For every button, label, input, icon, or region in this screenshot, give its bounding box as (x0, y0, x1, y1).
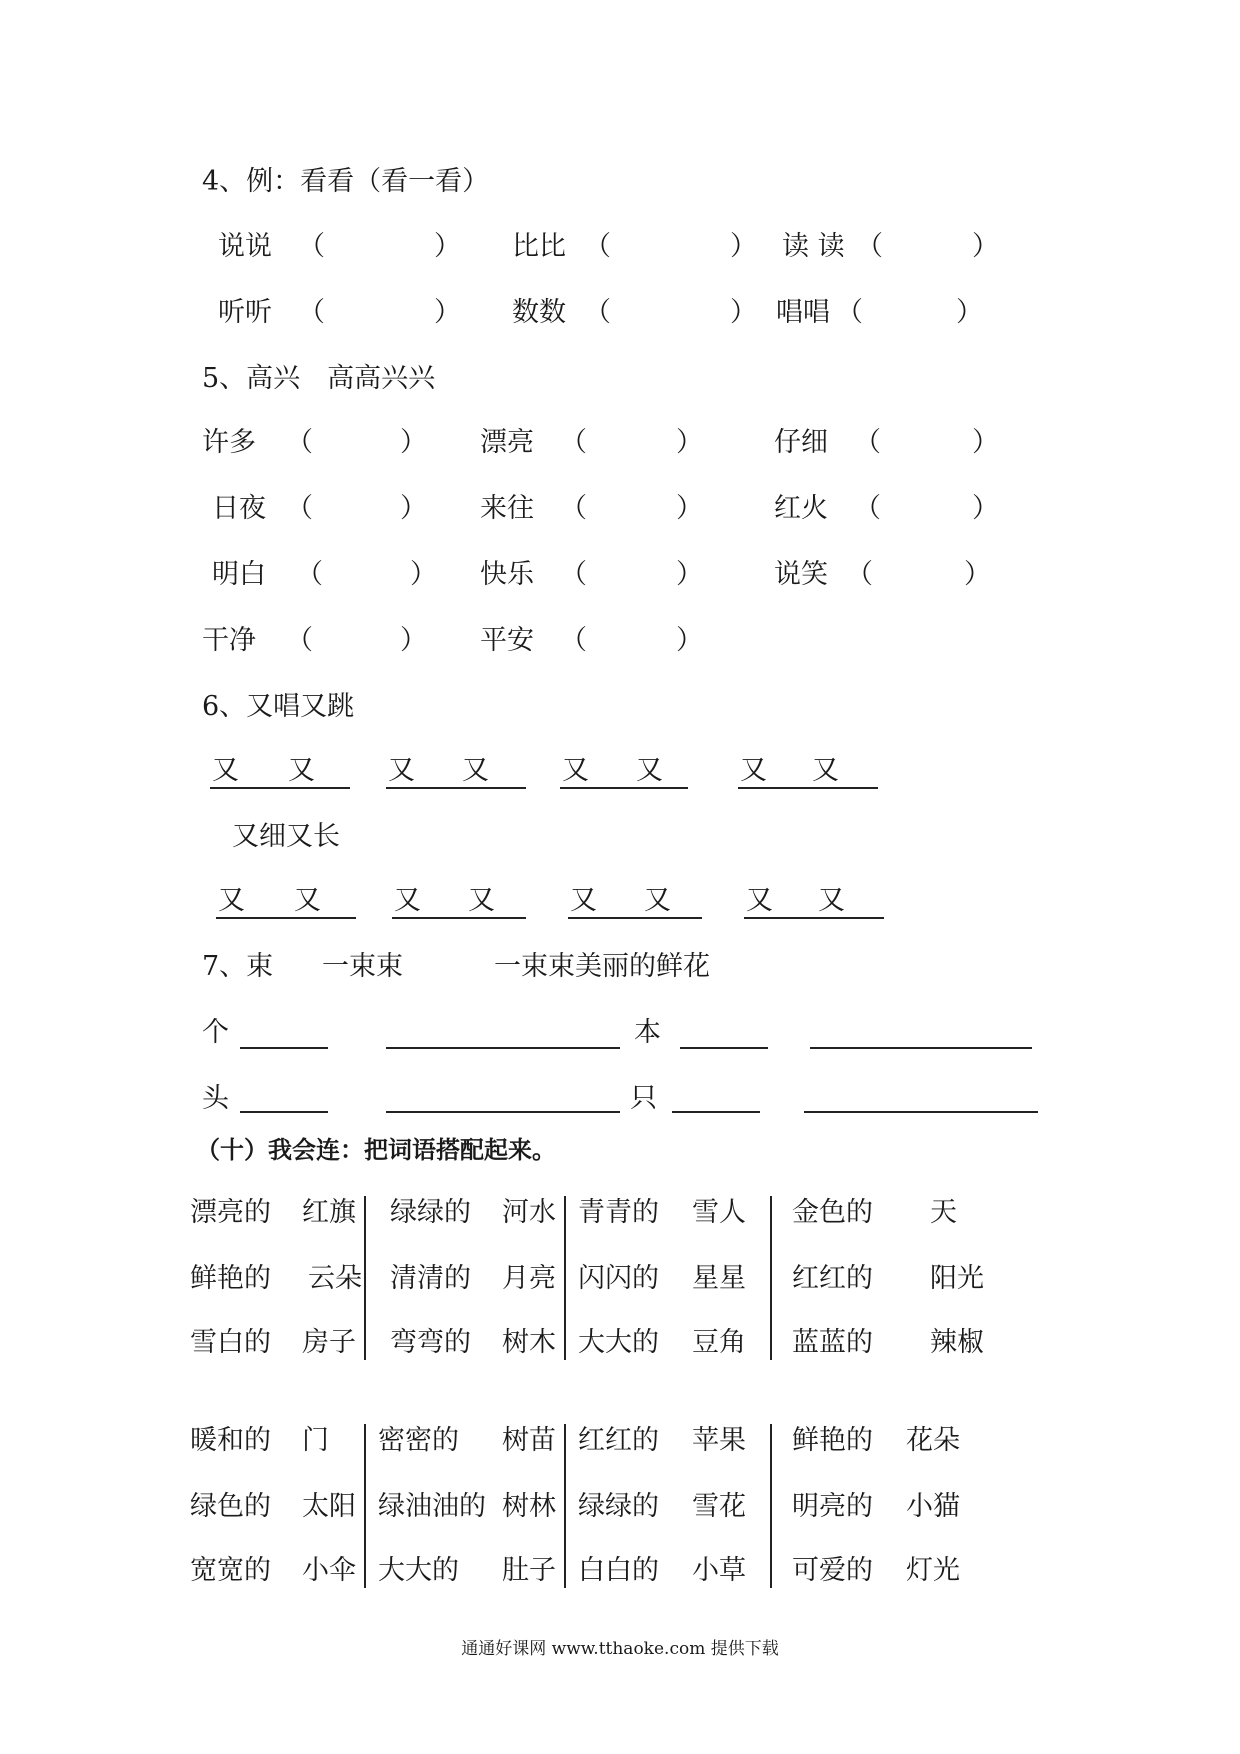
q5-open-paren: （ (560, 559, 587, 590)
q6-char: 又 (212, 755, 239, 786)
q5-close-paren: ） (972, 493, 999, 524)
q6-blank-line (560, 787, 688, 789)
q6-title: 6、又唱又跳 (202, 691, 355, 722)
match-adjective: 宽宽的 (190, 1555, 271, 1586)
q6-blank-line (738, 787, 878, 789)
q5-close-paren: ） (972, 427, 999, 458)
q4-word: 读 读 (782, 231, 845, 262)
q6-blank-line (386, 787, 526, 789)
page-footer: 通通好课网 www.tthaoke.com 提供下载 (461, 1639, 779, 1659)
match-adjective: 青青的 (578, 1197, 659, 1228)
match-noun: 花朵 (906, 1425, 960, 1456)
q7-blank-line (672, 1111, 760, 1113)
match-noun: 天 (930, 1197, 957, 1228)
match-noun: 月亮 (502, 1263, 556, 1294)
match-adjective: 绿绿的 (390, 1197, 471, 1228)
match-noun: 辣椒 (930, 1327, 984, 1358)
q7-title: 7、束 (202, 951, 274, 982)
q6-char: 又 (644, 885, 671, 916)
match-noun: 肚子 (502, 1555, 556, 1586)
q5-word: 干净 (202, 625, 256, 656)
q7-blank-line (386, 1111, 620, 1113)
q7-measure-word: 头 (202, 1083, 229, 1114)
match-noun: 太阳 (302, 1491, 356, 1522)
match-adjective: 绿油油的 (378, 1491, 486, 1522)
q4-open-paren: （ (836, 297, 863, 328)
match-adjective: 绿色的 (190, 1491, 271, 1522)
q4-word: 唱唱 (776, 297, 830, 328)
match-noun: 灯光 (906, 1555, 960, 1586)
q5-open-paren: （ (560, 493, 587, 524)
q5-open-paren: （ (854, 493, 881, 524)
q5-close-paren: ） (676, 559, 703, 590)
match-noun: 房子 (302, 1327, 356, 1358)
q7-blank-line (240, 1047, 328, 1049)
match-noun: 小草 (692, 1555, 746, 1586)
match-adjective: 鲜艳的 (792, 1425, 873, 1456)
q6-char: 又 (746, 885, 773, 916)
match-adjective: 暖和的 (190, 1425, 271, 1456)
match-noun: 门 (302, 1425, 329, 1456)
q5-open-paren: （ (560, 427, 587, 458)
q7-measure-word: 只 (630, 1083, 657, 1114)
q5-open-paren: （ (296, 559, 323, 590)
q5-word: 说笑 (774, 559, 828, 590)
q6-char: 又 (740, 755, 767, 786)
q4-title: 4、例：看看（看一看） (202, 166, 490, 197)
column-divider (770, 1424, 772, 1588)
column-divider (770, 1196, 772, 1360)
match-adjective: 红红的 (578, 1425, 659, 1456)
q6-char: 又 (462, 755, 489, 786)
q5-word: 漂亮 (480, 427, 534, 458)
q4-close-paren: ） (434, 297, 461, 328)
q6-subtitle: 又细又长 (232, 821, 340, 852)
match-noun: 树林 (502, 1491, 556, 1522)
match-noun: 云朵 (308, 1263, 362, 1294)
column-divider (564, 1196, 566, 1360)
q5-word: 明白 (212, 559, 266, 590)
q5-open-paren: （ (286, 625, 313, 656)
q6-blank-line (744, 917, 884, 919)
q4-word: 说说 (218, 231, 272, 262)
q7-example: 一束束美丽的鲜花 (494, 951, 710, 982)
q5-close-paren: ） (676, 427, 703, 458)
q7-blank-line (810, 1047, 1032, 1049)
q4-close-paren: ） (730, 297, 757, 328)
q6-char: 又 (812, 755, 839, 786)
q6-char: 又 (218, 885, 245, 916)
match-adjective: 蓝蓝的 (792, 1327, 873, 1358)
q6-char: 又 (294, 885, 321, 916)
match-adjective: 闪闪的 (578, 1263, 659, 1294)
column-divider (364, 1424, 366, 1588)
q7-blank-line (240, 1111, 328, 1113)
q5-close-paren: ） (410, 559, 437, 590)
q5-open-paren: （ (846, 559, 873, 590)
q6-blank-line (392, 917, 526, 919)
match-noun: 小伞 (302, 1555, 356, 1586)
q7-blank-line (386, 1047, 620, 1049)
q4-word: 听听 (218, 297, 272, 328)
match-adjective: 绿绿的 (578, 1491, 659, 1522)
section-10-title: （十）我会连：把词语搭配起来。 (196, 1136, 556, 1164)
q5-word: 日夜 (212, 493, 266, 524)
q5-title: 5、高兴 高高兴兴 (202, 363, 436, 394)
match-adjective: 红红的 (792, 1263, 873, 1294)
q4-word: 比比 (512, 231, 566, 262)
match-noun: 苹果 (692, 1425, 746, 1456)
q5-word: 红火 (774, 493, 828, 524)
match-noun: 雪人 (692, 1197, 746, 1228)
q5-word: 快乐 (480, 559, 534, 590)
q7-blank-line (804, 1111, 1038, 1113)
match-adjective: 雪白的 (190, 1327, 271, 1358)
match-noun: 河水 (502, 1197, 556, 1228)
q7-measure-word: 本 (634, 1017, 661, 1048)
q6-char: 又 (636, 755, 663, 786)
q4-close-paren: ） (730, 231, 757, 262)
q5-close-paren: ） (400, 625, 427, 656)
match-adjective: 弯弯的 (390, 1327, 471, 1358)
q5-word: 仔细 (774, 427, 828, 458)
q5-close-paren: ） (964, 559, 991, 590)
q7-blank-line (680, 1047, 768, 1049)
q4-open-paren: （ (584, 231, 611, 262)
match-adjective: 密密的 (378, 1425, 459, 1456)
q7-measure-word: 个 (202, 1017, 229, 1048)
q6-blank-line (210, 787, 350, 789)
match-noun: 树苗 (502, 1425, 556, 1456)
match-noun: 豆角 (692, 1327, 746, 1358)
match-noun: 红旗 (302, 1197, 356, 1228)
q5-close-paren: ） (676, 493, 703, 524)
q6-blank-line (216, 917, 356, 919)
match-noun: 雪花 (692, 1491, 746, 1522)
match-noun: 星星 (692, 1263, 746, 1294)
q4-word: 数数 (512, 297, 566, 328)
q4-open-paren: （ (298, 297, 325, 328)
q5-open-paren: （ (854, 427, 881, 458)
q6-char: 又 (562, 755, 589, 786)
q5-close-paren: ） (676, 625, 703, 656)
q6-char: 又 (570, 885, 597, 916)
q7-example: 一束束 (322, 951, 403, 982)
match-noun: 阳光 (930, 1263, 984, 1294)
q4-open-paren: （ (856, 231, 883, 262)
q5-close-paren: ） (400, 427, 427, 458)
q5-open-paren: （ (560, 625, 587, 656)
match-adjective: 金色的 (792, 1197, 873, 1228)
q5-word: 来往 (480, 493, 534, 524)
column-divider (364, 1196, 366, 1360)
q6-char: 又 (468, 885, 495, 916)
q4-open-paren: （ (584, 297, 611, 328)
q5-close-paren: ） (400, 493, 427, 524)
q6-char: 又 (818, 885, 845, 916)
q6-blank-line (568, 917, 702, 919)
column-divider (564, 1424, 566, 1588)
q4-close-paren: ） (972, 231, 999, 262)
q4-open-paren: （ (298, 231, 325, 262)
q5-open-paren: （ (286, 427, 313, 458)
q6-char: 又 (394, 885, 421, 916)
q5-word: 平安 (480, 625, 534, 656)
q5-open-paren: （ (286, 493, 313, 524)
match-adjective: 漂亮的 (190, 1197, 271, 1228)
q5-word: 许多 (202, 427, 256, 458)
q4-close-paren: ） (434, 231, 461, 262)
match-noun: 树木 (502, 1327, 556, 1358)
q6-char: 又 (388, 755, 415, 786)
match-adjective: 清清的 (390, 1263, 471, 1294)
match-noun: 小猫 (906, 1491, 960, 1522)
match-adjective: 可爱的 (792, 1555, 873, 1586)
match-adjective: 鲜艳的 (190, 1263, 271, 1294)
q6-char: 又 (288, 755, 315, 786)
match-adjective: 大大的 (578, 1327, 659, 1358)
match-adjective: 明亮的 (792, 1491, 873, 1522)
match-adjective: 大大的 (378, 1555, 459, 1586)
q4-close-paren: ） (956, 297, 983, 328)
match-adjective: 白白的 (578, 1555, 659, 1586)
